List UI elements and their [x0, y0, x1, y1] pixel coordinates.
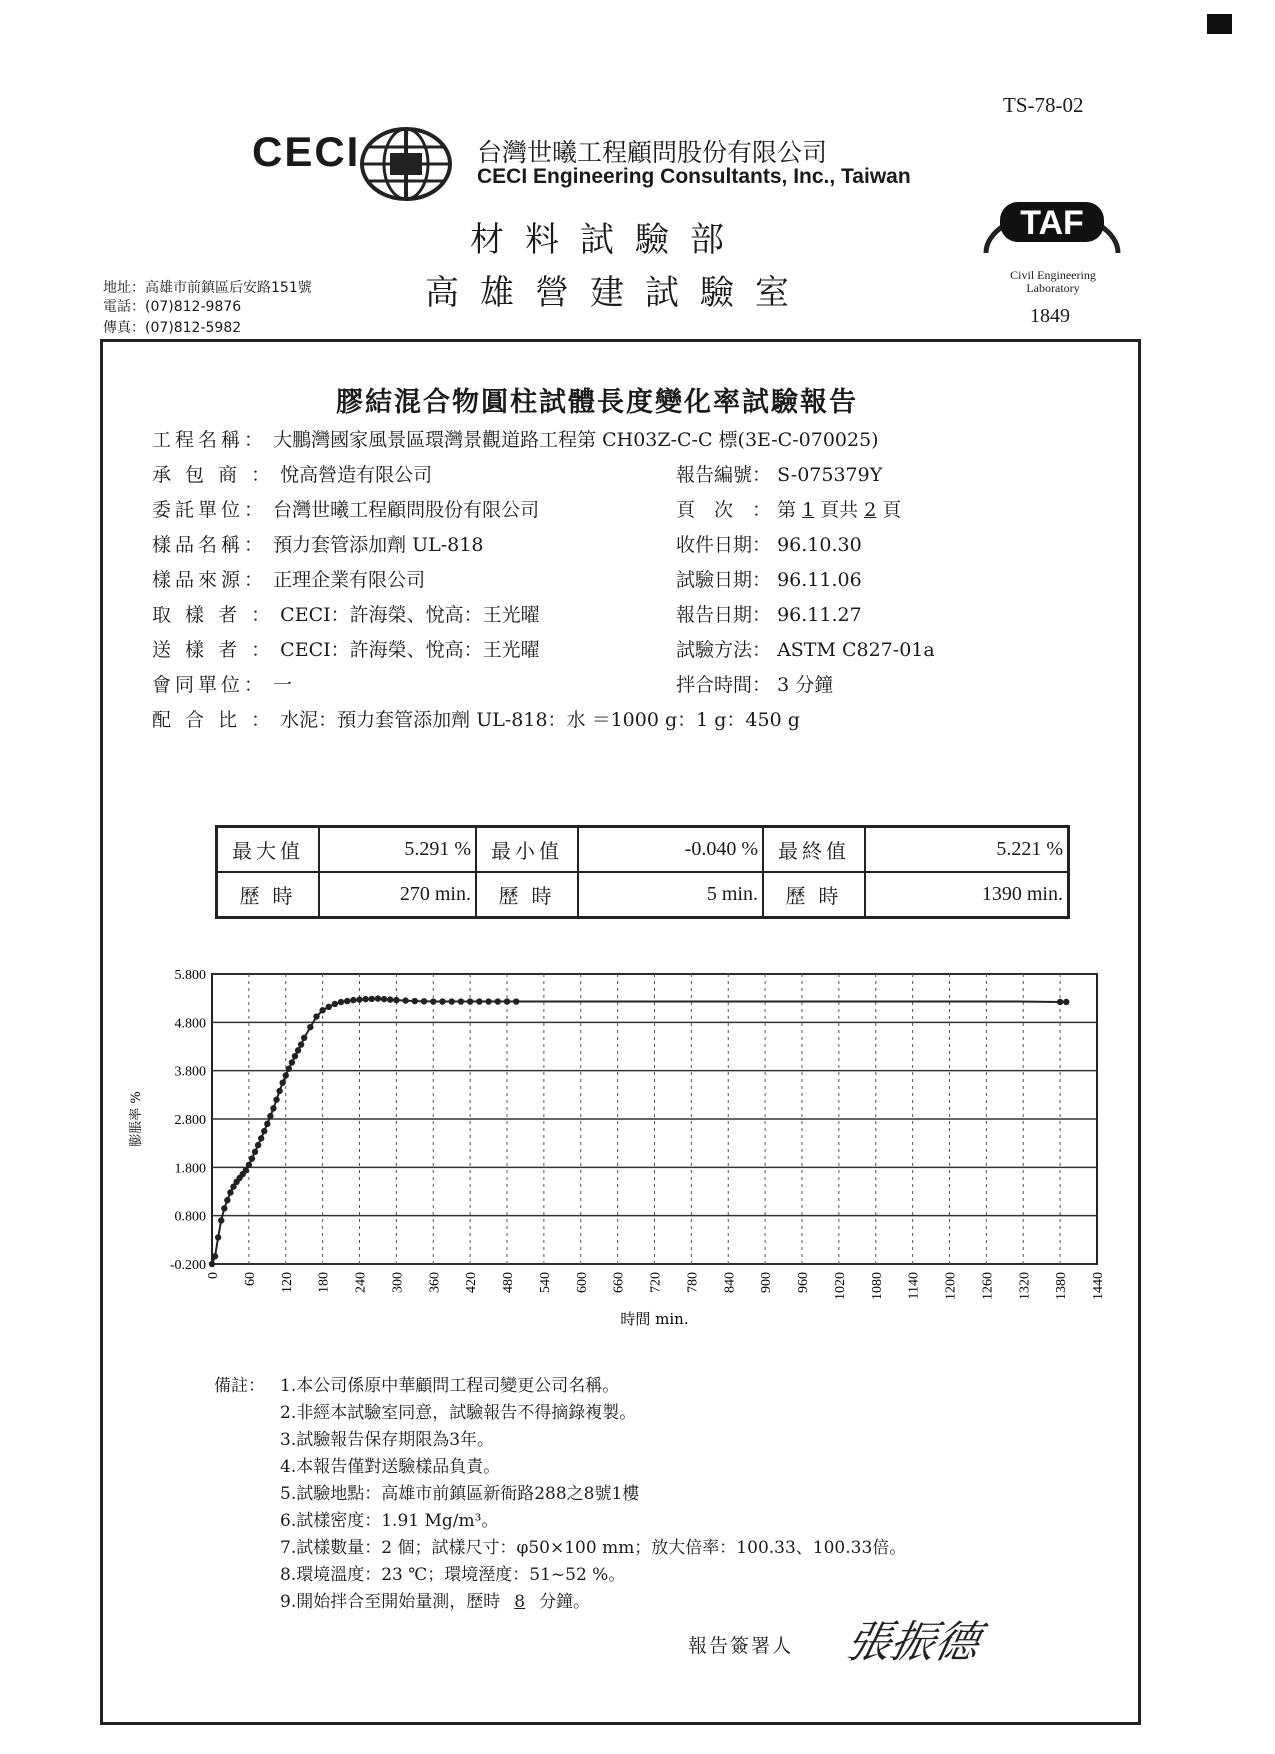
field-label: 樣品名稱： [152, 534, 268, 556]
taf-lab-label [990, 269, 1116, 295]
x-tick-label: 300 [390, 1272, 406, 1293]
series-line [212, 999, 1066, 1264]
note9-prefix: 9.開始拌合至開始量測，歷時 [280, 1592, 501, 1612]
data-point [246, 1162, 252, 1168]
field-value: 正理企業有限公司 [273, 569, 426, 591]
field-mix-ratio [152, 705, 800, 732]
ceci-wordmark: CECI [252, 128, 361, 175]
final-time: 1390 min. [865, 872, 1069, 918]
field-test-method [676, 635, 935, 662]
data-point [458, 998, 464, 1004]
field-witness [152, 670, 292, 697]
final-value: 5.221 % [865, 827, 1069, 873]
notes-label: 備註： [214, 1376, 265, 1396]
data-point [326, 1004, 332, 1010]
data-point [224, 1197, 230, 1203]
data-point [412, 998, 418, 1004]
data-point [369, 996, 375, 1002]
data-point [279, 1080, 285, 1086]
note-item: 4.本報告僅對送驗樣品負責。 [280, 1457, 501, 1477]
min-time: 5 min. [578, 872, 763, 918]
y-tick-label: 1.800 [174, 1161, 206, 1177]
data-point [356, 996, 362, 1002]
laboratory-name: 高雄營建試驗室 [425, 273, 810, 313]
data-point [261, 1128, 267, 1134]
field-label: 取 樣 者 ： [152, 604, 275, 626]
x-tick-label: 900 [759, 1272, 775, 1293]
data-point [221, 1205, 227, 1211]
field-label: 承 包 商 ： [152, 464, 275, 486]
data-point [283, 1072, 289, 1078]
company-address: 地址：高雄市前鎮區后安路151號 [103, 280, 312, 296]
data-point [338, 999, 344, 1005]
department-name: 材料試驗部 [470, 220, 745, 260]
note-item: 1.本公司係原中華顧問工程司變更公司名稱。 [280, 1376, 620, 1396]
data-point [212, 1253, 218, 1259]
company-fax: 傳真：(07)812-5982 [103, 320, 242, 336]
field-project [152, 425, 879, 452]
data-point [504, 998, 510, 1004]
data-point [393, 997, 399, 1003]
data-point [252, 1149, 258, 1155]
signature-text: 張振德 [845, 1617, 985, 1668]
data-point [292, 1053, 298, 1059]
y-tick-label: 2.800 [174, 1113, 206, 1128]
field-test-date [676, 565, 862, 592]
taf-lab-number: 1849 [1030, 305, 1070, 327]
x-tick-label: 1020 [832, 1272, 848, 1300]
note-item: 7.試樣數量：2 個；試樣尺寸：φ50×100 mm；放大倍率：100.33、100.33倍。 [280, 1538, 907, 1558]
x-axis-label: 時間 min. [620, 1310, 689, 1328]
data-point [255, 1142, 261, 1148]
max-value: 5.291 % [319, 827, 476, 873]
document-number: TS-78-02 [1003, 93, 1084, 117]
x-tick-label: 960 [796, 1272, 811, 1293]
y-axis-label: 膨脹率 % [129, 1091, 144, 1147]
results-table [215, 825, 1070, 919]
field-label: 報告編號： [676, 464, 772, 486]
data-point [313, 1013, 319, 1019]
field-value: 96.11.06 [777, 569, 862, 591]
data-point [264, 1121, 270, 1127]
field-label: 會同單位： [152, 674, 268, 696]
field-sample-source [152, 565, 425, 592]
y-tick-label: 5.800 [174, 968, 206, 983]
ceci-globe-icon [360, 127, 452, 205]
field-value: 3 分鐘 [777, 674, 834, 696]
field-label: 委託單位： [152, 499, 268, 521]
page-mid: 頁共 [820, 499, 859, 521]
final-label: 最終值 [763, 827, 865, 873]
x-tick-label: 1320 [1017, 1272, 1033, 1300]
signatory-label: 報告簽署人 [688, 1635, 794, 1657]
min-label: 最小值 [476, 827, 578, 873]
data-point [332, 1001, 338, 1007]
x-tick-label: 0 [206, 1272, 221, 1279]
note-item: 2.非經本試驗室同意，試驗報告不得摘錄複製。 [280, 1403, 637, 1423]
x-tick-label: 1260 [980, 1272, 996, 1300]
data-point [276, 1088, 282, 1094]
taf-lab-label-line1: Civil Engineering [1010, 268, 1096, 282]
field-value: 預力套管添加劑 UL-818 [273, 534, 484, 556]
field-value: 台灣世曦工程顧問股份有限公司 [273, 499, 540, 521]
expansion-chart-svg [120, 962, 1120, 1362]
data-point [1063, 999, 1069, 1005]
field-client [152, 495, 539, 522]
page-current: 1 [802, 499, 815, 521]
field-report-date [676, 600, 862, 627]
data-point [448, 998, 454, 1004]
x-tick-label: 780 [685, 1272, 701, 1293]
x-tick-label: 420 [464, 1272, 480, 1293]
data-point [319, 1007, 325, 1013]
note9-suffix: 分鐘。 [539, 1592, 591, 1612]
x-tick-label: 1380 [1054, 1272, 1070, 1300]
field-received-date [676, 530, 862, 557]
x-tick-label: 60 [242, 1272, 258, 1286]
company-name-zh: 台灣世曦工程顧問股份有限公司 [477, 138, 828, 167]
field-label: 拌合時間： [676, 674, 772, 696]
data-point [215, 1234, 221, 1240]
x-tick-label: 840 [722, 1272, 738, 1293]
x-tick-label: 1080 [869, 1272, 885, 1300]
y-tick-label: -0.200 [169, 1258, 206, 1273]
field-label: 試驗日期： [676, 569, 772, 591]
field-mixing-time [676, 670, 833, 697]
field-value: 96.11.27 [777, 604, 862, 626]
field-sender [152, 635, 540, 662]
elapsed-label: 歷 時 [217, 872, 320, 918]
field-value: 大鵬灣國家風景區環灣景觀道路工程第 CH03Z-C-C 標(3E-C-070025) [273, 429, 879, 451]
results-row-times [217, 872, 1069, 918]
data-point [209, 1261, 215, 1267]
field-label: 試驗方法： [676, 639, 772, 661]
x-tick-label: 120 [279, 1272, 295, 1293]
field-value: 96.10.30 [777, 534, 862, 556]
max-time: 270 min. [319, 872, 476, 918]
data-point [273, 1096, 279, 1102]
data-point [467, 998, 473, 1004]
company-phone: 電話：(07)812-9876 [103, 299, 242, 315]
taf-lab-label-line2: Laboratory [1026, 281, 1080, 295]
data-point [421, 998, 427, 1004]
field-label: 收件日期： [676, 534, 772, 556]
x-tick-label: 480 [501, 1272, 516, 1293]
field-value: 水泥：預力套管添加劑 UL-818：水 ＝1000 g：1 g：450 g [280, 709, 800, 731]
note9-value: 8 [514, 1592, 526, 1612]
data-point [439, 998, 445, 1004]
elapsed-label: 歷 時 [763, 872, 865, 918]
field-label: 送 樣 者 ： [152, 639, 275, 661]
note-item: 3.試驗報告保存期限為3年。 [280, 1430, 495, 1450]
page-prefix: 第 [777, 499, 797, 521]
field-value: 一 [273, 674, 293, 696]
data-point [270, 1105, 276, 1111]
data-point [267, 1113, 273, 1119]
note-item: 5.試驗地點：高雄市前鎮區新衙路288之8號1樓 [280, 1484, 640, 1504]
data-point [301, 1035, 307, 1041]
field-value: 悅高營造有限公司 [280, 464, 433, 486]
x-tick-label: 660 [611, 1272, 627, 1293]
data-point [485, 998, 491, 1004]
note-item: 8.環境溫度：23 ℃；環境溼度：51~52 %。 [280, 1565, 626, 1585]
data-point [249, 1155, 255, 1161]
x-tick-label: 720 [648, 1272, 664, 1293]
data-point [362, 996, 368, 1002]
report-title: 膠結混合物圓柱試體長度變化率試驗報告 [336, 387, 858, 418]
expansion-chart [120, 962, 1120, 1366]
data-point [295, 1047, 301, 1053]
data-point [227, 1189, 233, 1195]
scan-mark [1207, 14, 1232, 34]
data-point [1057, 999, 1063, 1005]
data-point [218, 1217, 224, 1223]
field-label: 樣品來源： [152, 569, 268, 591]
taf-logo [976, 178, 1128, 272]
field-sample-name [152, 530, 483, 557]
field-sampler [152, 600, 540, 627]
x-tick-label: 180 [316, 1272, 332, 1293]
data-point [258, 1135, 264, 1141]
x-tick-label: 1140 [906, 1272, 922, 1300]
elapsed-label: 歷 時 [476, 872, 578, 918]
field-value: CECI：許海榮、悅高：王光曜 [280, 639, 540, 661]
y-tick-label: 4.800 [174, 1016, 206, 1032]
field-value: CECI：許海榮、悅高：王光曜 [280, 604, 540, 626]
x-tick-label: 1440 [1091, 1272, 1106, 1300]
x-tick-label: 240 [353, 1272, 369, 1293]
note-item: 6.試樣密度：1.91 Mg/m³。 [280, 1511, 499, 1531]
data-point [476, 998, 482, 1004]
note-item-9 [280, 1587, 590, 1612]
data-point [387, 996, 393, 1002]
field-report-no [676, 460, 882, 487]
max-label: 最大值 [217, 827, 320, 873]
x-tick-label: 360 [427, 1272, 443, 1293]
taf-logo-text: TAF [1020, 204, 1084, 242]
data-point [381, 996, 387, 1002]
data-point [430, 998, 436, 1004]
data-point [495, 998, 501, 1004]
data-point [286, 1066, 292, 1072]
data-point [307, 1024, 313, 1030]
data-point [344, 998, 350, 1004]
results-row-values [217, 827, 1069, 873]
field-label: 頁 次 ： [676, 499, 772, 521]
data-point [402, 997, 408, 1003]
data-point [350, 997, 356, 1003]
x-tick-label: 600 [574, 1272, 590, 1293]
y-tick-label: 3.800 [174, 1064, 206, 1080]
field-page [676, 495, 901, 522]
field-contractor [152, 460, 432, 487]
data-point [298, 1041, 304, 1047]
x-tick-label: 540 [537, 1272, 553, 1293]
field-label: 工程名稱： [152, 429, 268, 451]
field-label: 報告日期： [676, 604, 772, 626]
field-label: 配 合 比 ： [152, 709, 275, 731]
page-total: 2 [864, 499, 877, 521]
page-suffix: 頁 [882, 499, 902, 521]
field-value: ASTM C827-01a [777, 639, 935, 661]
data-point [513, 998, 519, 1004]
data-point [375, 995, 381, 1001]
x-tick-label: 1200 [943, 1272, 959, 1300]
signature [845, 1605, 1025, 1679]
data-point [289, 1059, 295, 1065]
min-value: -0.040 % [578, 827, 763, 873]
y-tick-label: 0.800 [174, 1209, 206, 1225]
field-value: S-075379Y [777, 464, 883, 486]
company-name-en: CECI Engineering Consultants, Inc., Taiwan [477, 165, 911, 188]
